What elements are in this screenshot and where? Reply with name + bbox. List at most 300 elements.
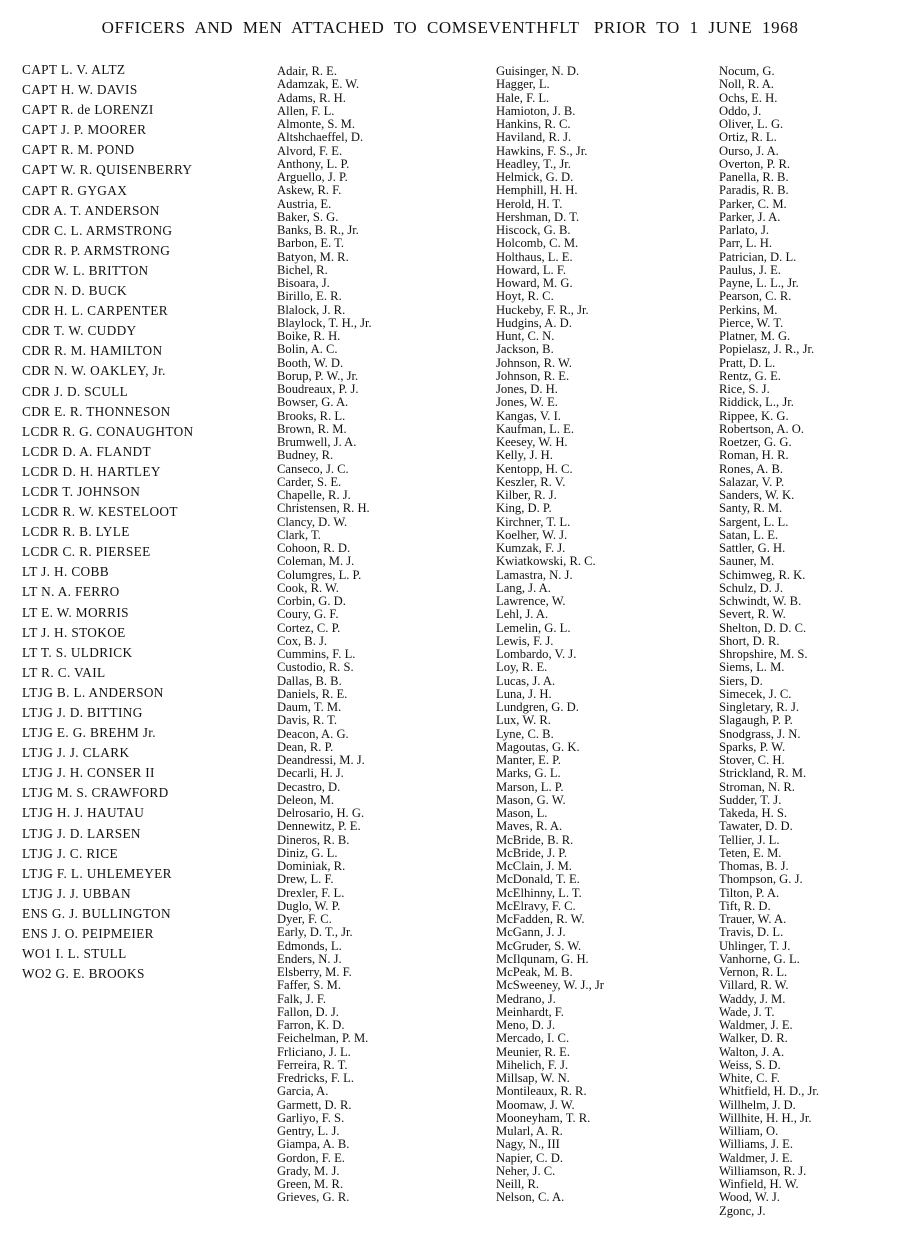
men-list-column-2 <box>277 65 372 1205</box>
crew-entry: Guisinger, N. D. <box>496 64 580 78</box>
crew-entry: Austria, E. <box>277 196 332 211</box>
crew-entry: Sudder, T. J. <box>719 792 782 807</box>
crew-entry: Johnson, R. W. <box>496 355 572 370</box>
officer-entry: CDR N. D. BUCK <box>22 283 128 299</box>
officer-entry: CAPT R. M. POND <box>22 142 135 158</box>
officer-entry: LTJG J. D. BITTING <box>22 705 143 720</box>
crew-entry: Lundgren, G. D. <box>496 700 579 714</box>
crew-entry: Duglo, W. P. <box>277 898 341 913</box>
crew-entry: Delrosario, H. G. <box>277 806 365 820</box>
crew-entry: McFadden, R. W. <box>496 912 585 926</box>
crew-entry: Deleon, M. <box>277 792 335 807</box>
crew-entry: Booth, W. D. <box>277 355 344 370</box>
crew-entry: McBride, B. R. <box>496 832 574 847</box>
officer-entry: LT J. H. COBB <box>22 564 109 580</box>
crew-entry: Ourso, J. A. <box>719 143 779 158</box>
crew-entry: Sauner, M. <box>719 554 775 569</box>
crew-entry: Schimweg, R. K. <box>719 567 806 582</box>
crew-entry: Winfield, H. W. <box>719 1177 799 1191</box>
crew-entry: Siems, L. M. <box>719 660 785 675</box>
crew-entry: Stroman, N. R. <box>719 779 795 794</box>
crew-entry: Strickland, R. M. <box>719 766 807 781</box>
crew-entry: Tift, R. D. <box>719 898 771 913</box>
crew-entry: Adams, R. H. <box>277 90 346 105</box>
crew-entry: Helmick, G. D. <box>496 170 574 184</box>
crew-entry: Maves, R. A. <box>496 819 563 834</box>
crew-entry: Mooneyham, T. R. <box>496 1110 591 1125</box>
crew-entry: Walker, D. R. <box>719 1031 788 1046</box>
crew-entry: Mihelich, F. J. <box>496 1057 569 1072</box>
crew-entry: Blalock, J. R. <box>277 302 346 317</box>
crew-entry: Davis, R. T. <box>277 713 338 728</box>
crew-entry: Cohoon, R. D. <box>277 541 351 555</box>
crew-entry: Villard, R. W. <box>719 978 789 993</box>
officer-entry: LTJG J. D. LARSEN <box>22 825 141 841</box>
crew-entry: Weiss, S. D. <box>719 1057 781 1072</box>
men-list-column-4 <box>719 65 819 1218</box>
crew-entry: Hamioton, J. B. <box>496 103 576 118</box>
crew-entry: Robertson, A. O. <box>719 421 805 436</box>
crew-entry: McElhinny, L. T. <box>496 885 582 900</box>
crew-entry: Clancy, D. W. <box>277 514 348 529</box>
crew-entry: Hankins, R. C. <box>496 117 571 131</box>
crew-entry: Daum, T. M. <box>277 700 342 714</box>
crew-entry: Panella, R. B. <box>719 170 789 184</box>
crew-entry: Baker, S. G. <box>277 209 339 224</box>
officer-entry: CDR C. L. ARMSTRONG <box>22 222 173 238</box>
crew-entry: Vanhorne, G. L. <box>719 951 800 966</box>
crew-entry: Napier, C. D. <box>496 1150 563 1165</box>
crew-entry: Patrician, D. L. <box>719 249 797 264</box>
officer-entry: CDR T. W. CUDDY <box>22 323 137 339</box>
crew-entry: Deandressi, M. J. <box>277 753 365 767</box>
crew-entry: Gordon, F. E. <box>277 1150 345 1165</box>
crew-entry: Loy, R. E. <box>496 660 548 675</box>
crew-entry: Satan, L. E. <box>719 527 779 542</box>
crew-entry: Kentopp, H. C. <box>496 461 573 476</box>
crew-entry: McPeak, M. B. <box>496 965 573 979</box>
crew-entry: Mason, L. <box>496 806 548 820</box>
officer-entry: CDR H. L. CARPENTER <box>22 303 168 319</box>
crew-entry: Kwiatkowski, R. C. <box>496 554 596 569</box>
crew-entry: Pearson, C. R. <box>719 289 792 304</box>
crew-entry: Waldmer, J. E. <box>719 1018 793 1032</box>
officer-entry: LTJG E. G. BREHM Jr. <box>22 725 156 741</box>
crew-entry: Platner, M. G. <box>719 329 791 343</box>
crew-entry: Lehl, J. A. <box>496 607 549 622</box>
crew-entry: Pratt, D. L. <box>719 355 776 370</box>
crew-entry: Decarli, H. J. <box>277 766 344 781</box>
crew-entry: Parr, L. H. <box>719 236 773 251</box>
crew-entry: Cortez, C. P. <box>277 620 341 635</box>
crew-entry: Short, D. R. <box>719 633 780 648</box>
crew-entry: Mularl, A. R. <box>496 1124 563 1138</box>
officer-entry: LTJG J. H. CONSER II <box>22 765 155 781</box>
crew-entry: Singletary, R. J. <box>719 700 799 714</box>
officer-entry: CAPT W. R. QUISENBERRY <box>22 162 193 178</box>
crew-entry: McIlqunam, G. H. <box>496 951 589 966</box>
crew-entry: Severt, R. W. <box>719 607 786 622</box>
crew-entry: Diniz, G. L. <box>277 845 338 860</box>
officer-entry: LCDR R. B. LYLE <box>22 524 130 540</box>
crew-entry: Trauer, W. A. <box>719 912 787 926</box>
crew-entry: Keesey, W. H. <box>496 435 568 449</box>
crew-entry: Siers, D. <box>719 673 763 688</box>
crew-entry: Hagger, L. <box>496 77 550 92</box>
crew-entry: Williamson, R. J. <box>719 1163 807 1178</box>
crew-entry: Headley, T., Jr. <box>496 156 571 171</box>
crew-entry: Roman, H. R. <box>719 448 789 463</box>
crew-entry: Neill, R. <box>496 1177 540 1191</box>
crew-entry: Bichel, R. <box>277 262 328 277</box>
crew-entry: Borup, P. W., Jr. <box>277 368 359 383</box>
crew-entry: Waldmer, J. E. <box>719 1150 793 1165</box>
crew-entry: Willhite, H. H., Jr. <box>719 1110 812 1125</box>
crew-entry: Giampa, A. B. <box>277 1137 350 1152</box>
crew-entry: Rones, A. B. <box>719 461 784 476</box>
crew-entry: Hiscock, G. B. <box>496 223 571 237</box>
crew-entry: Dennewitz, P. E. <box>277 819 361 834</box>
crew-entry: Vernon, R. L. <box>719 965 788 979</box>
crew-entry: Jackson, B. <box>496 342 554 357</box>
crew-entry: Banks, B. R., Jr. <box>277 223 359 237</box>
crew-entry: Dyer, F. C. <box>277 912 332 926</box>
officer-entry: CAPT J. P. MOORER <box>22 122 147 138</box>
crew-entry: Hudgins, A. D. <box>496 315 572 330</box>
crew-entry: Shropshire, M. S. <box>719 647 808 661</box>
crew-entry: Anthony, L. P. <box>277 156 350 171</box>
crew-entry: Drew, L. F. <box>277 872 334 887</box>
crew-entry: Whitfield, H. D., Jr. <box>719 1084 820 1099</box>
crew-entry: Allen, F. L. <box>277 103 335 118</box>
crew-entry: Manter, E. P. <box>496 753 561 767</box>
crew-entry: Thompson, G. J. <box>719 872 803 887</box>
crew-entry: Dominiak, R. <box>277 859 346 873</box>
crew-entry: Cummins, F. L. <box>277 647 356 661</box>
crew-entry: Christensen, R. H. <box>277 501 370 516</box>
crew-entry: Meunier, R. E. <box>496 1044 570 1059</box>
crew-entry: Batyon, M. R. <box>277 249 349 264</box>
crew-entry: Clark, T. <box>277 527 321 542</box>
crew-entry: Kangas, V. I. <box>496 408 561 423</box>
crew-entry: Feichelman, P. M. <box>277 1031 369 1046</box>
crew-entry: Pierce, W. T. <box>719 315 784 330</box>
crew-entry: Lux, W. R. <box>496 713 551 728</box>
crew-entry: King, D. P. <box>496 501 552 516</box>
officer-entry: LTJG J. J. UBBAN <box>22 885 131 901</box>
crew-entry: Popielasz, J. R., Jr. <box>719 342 815 357</box>
officer-entry: LT N. A. FERRO <box>22 584 120 600</box>
crew-entry: Hale, F. L. <box>496 90 550 105</box>
crew-entry: Garmett, D. R. <box>277 1097 352 1112</box>
officer-entry: LCDR D. H. HARTLEY <box>22 463 161 479</box>
crew-entry: Ferreira, R. T. <box>277 1057 348 1072</box>
officer-entry: WO2 G. E. BROOKS <box>22 966 145 982</box>
crew-entry: Kilber, R. J. <box>496 488 557 502</box>
crew-entry: Snodgrass, J. N. <box>719 726 801 741</box>
crew-entry: Oddo, J. <box>719 103 762 118</box>
crew-entry: Coury, G. F. <box>277 607 339 622</box>
crew-entry: Ochs, E. H. <box>719 90 778 105</box>
crew-entry: Overton, P. R. <box>719 156 791 171</box>
crew-entry: Kumzak, F. J. <box>496 541 566 555</box>
officer-entry: ENS G. J. BULLINGTON <box>22 905 171 921</box>
crew-entry: Sparks, P. W. <box>719 739 786 754</box>
crew-entry: Hoyt, R. C. <box>496 289 554 304</box>
crew-entry: Millsap, W. N. <box>496 1071 570 1085</box>
crew-entry: Lombardo, V. J. <box>496 647 577 661</box>
crew-entry: Parker, C. M. <box>719 196 787 211</box>
crew-entry: Garliyo, F. S. <box>277 1110 345 1125</box>
crew-entry: McElravy, F. C. <box>496 898 576 913</box>
crew-entry: Marson, L. P. <box>496 779 564 794</box>
crew-entry: Johnson, R. E. <box>496 368 570 383</box>
crew-entry: Kelly, J. H. <box>496 448 553 463</box>
crew-entry: Budney, R. <box>277 448 334 463</box>
crew-entry: Adair, R. E. <box>277 64 338 78</box>
crew-entry: Cook, R. W. <box>277 580 339 595</box>
crew-entry: Elsberry, M. F. <box>277 965 352 979</box>
officer-entry: LTJG M. S. CRAWFORD <box>22 785 169 801</box>
crew-entry: Gentry, L. J. <box>277 1124 340 1138</box>
officer-entry: CDR J. D. SCULL <box>22 383 129 399</box>
crew-entry: Alvord, F. E. <box>277 143 343 158</box>
officer-entry: WO1 I. L. STULL <box>22 946 127 962</box>
crew-entry: Coleman, M. J. <box>277 554 355 569</box>
crew-entry: Frliciano, J. L. <box>277 1044 351 1059</box>
crew-entry: Bisoara, J. <box>277 276 330 290</box>
crew-entry: Tawater, D. D. <box>719 819 793 834</box>
crew-entry: Farron, K. D. <box>277 1018 345 1032</box>
crew-entry: Jones, W. E. <box>496 395 558 410</box>
crew-entry: Holcomb, C. M. <box>496 236 579 251</box>
crew-entry: Arguello, J. P. <box>277 170 348 184</box>
crew-entry: Noll, R. A. <box>719 77 774 92</box>
crew-entry: Nelson, C. A. <box>496 1190 565 1205</box>
crew-entry: Grieves, G. R. <box>277 1190 350 1205</box>
crew-entry: Fredricks, F. L. <box>277 1071 354 1085</box>
crew-entry: Falk, J. F. <box>277 991 327 1006</box>
crew-entry: Meinhardt, F. <box>496 1004 564 1019</box>
crew-entry: Rice, S. J. <box>719 382 770 396</box>
crew-entry: Medrano, J. <box>496 991 556 1006</box>
crew-entry: McBride, J. P. <box>496 845 568 860</box>
crew-entry: Canseco, J. C. <box>277 461 349 476</box>
crew-entry: Nocum, G. <box>719 64 775 78</box>
officer-entry: CDR R. M. HAMILTON <box>22 343 163 359</box>
crew-entry: Riddick, L., Jr. <box>719 395 794 410</box>
crew-entry: Brown, R. M. <box>277 421 347 436</box>
crew-entry: Bolin, A. C. <box>277 342 338 357</box>
crew-entry: Dallas, B. B. <box>277 673 342 688</box>
officer-entry: CDR A. T. ANDERSON <box>22 202 160 218</box>
crew-entry: Tilton, P. A. <box>719 885 780 900</box>
crew-entry: Drexler, F. L. <box>277 885 345 900</box>
men-list-column-3 <box>496 65 604 1205</box>
crew-entry: Sanders, W. K. <box>719 488 795 502</box>
crew-entry: McClain, J. M. <box>496 859 572 873</box>
crew-entry: Chapelle, R. J. <box>277 488 351 502</box>
crew-entry: Nagy, N., III <box>496 1137 560 1152</box>
crew-entry: Luna, J. H. <box>496 686 552 701</box>
crew-entry: Paradis, R. B. <box>719 183 789 198</box>
crew-entry: Lewis, F. J. <box>496 633 554 648</box>
officer-entry: LTJG J. C. RICE <box>22 845 119 861</box>
crew-entry: Lang, J. A. <box>496 580 551 595</box>
crew-entry: Travis, D. L. <box>719 925 784 940</box>
crew-entry: Howard, L. F. <box>496 262 566 277</box>
officer-entry: CDR R. P. ARMSTRONG <box>22 242 171 258</box>
crew-entry: Parker, J. A. <box>719 209 781 224</box>
officer-entry: CDR W. L. BRITTON <box>22 262 149 278</box>
officer-entry: LTJG J. J. CLARK <box>22 745 130 761</box>
crew-entry: Ortiz, R. L. <box>719 130 777 145</box>
crew-entry: Corbin, G. D. <box>277 594 346 608</box>
officer-entry: LT T. S. ULDRICK <box>22 644 133 660</box>
crew-entry: Dineros, R. B. <box>277 832 350 847</box>
crew-entry: Almonte, S. M. <box>277 117 356 131</box>
crew-entry: Brumwell, J. A. <box>277 435 357 449</box>
crew-entry: Jones, D. H. <box>496 382 558 396</box>
crew-entry: Payne, L. L., Jr. <box>719 276 799 290</box>
crew-entry: McGann, J. J. <box>496 925 566 940</box>
crew-entry: Altshchaeffel, D. <box>277 130 364 145</box>
crew-entry: Teten, E. M. <box>719 845 782 860</box>
crew-entry: Grady, M. J. <box>277 1163 340 1178</box>
crew-entry: Moomaw, J. W. <box>496 1097 575 1112</box>
crew-entry: Deacon, A. G. <box>277 726 349 741</box>
crew-entry: Faffer, S. M. <box>277 978 341 993</box>
crew-entry: Neher, J. C. <box>496 1163 556 1178</box>
crew-entry: Bowser, G. A. <box>277 395 349 410</box>
crew-entry: Lucas, J. A. <box>496 673 556 688</box>
crew-entry: Early, D. T., Jr. <box>277 925 353 940</box>
crew-entry: Wood, W. J. <box>719 1190 780 1205</box>
crew-entry: Rippee, K. G. <box>719 408 789 423</box>
crew-entry: Slagaugh, P. P. <box>719 713 793 728</box>
crew-entry: Stover, C. H. <box>719 753 785 767</box>
crew-entry: Enders, N. J. <box>277 951 342 966</box>
crew-entry: Edmonds, L. <box>277 938 342 953</box>
crew-entry: Schulz, D. J. <box>719 580 784 595</box>
crew-entry: Lamastra, N. J. <box>496 567 573 582</box>
crew-entry: Askew, R. F. <box>277 183 342 198</box>
page-title: OFFICERS AND MEN ATTACHED TO COMSEVENTHFLT PRIOR TO 1 JUNE 1968 <box>101 18 799 37</box>
officer-entry: CDR E. R. THONNESON <box>22 403 171 419</box>
crew-entry: Kirchner, T. L. <box>496 514 571 529</box>
crew-entry: Hershman, D. T. <box>496 209 580 224</box>
crew-entry: Takeda, H. S. <box>719 806 788 820</box>
officer-entry: LCDR C. R. PIERSEE <box>22 544 151 560</box>
crew-entry: Fallon, D. J. <box>277 1004 339 1019</box>
crew-entry: Walton, J. A. <box>719 1044 785 1059</box>
crew-entry: Wade, J. T. <box>719 1004 775 1019</box>
crew-entry: Shelton, D. D. C. <box>719 620 807 635</box>
crew-entry: Hemphill, H. H. <box>496 183 578 198</box>
crew-entry: Montileaux, R. R. <box>496 1084 587 1099</box>
crew-entry: Dean, R. P. <box>277 739 334 754</box>
crew-entry: Holthaus, L. E. <box>496 249 573 264</box>
crew-entry: McSweeney, W. J., Jr <box>496 978 604 993</box>
crew-entry: Huckeby, F. R., Jr. <box>496 302 589 317</box>
crew-entry: Brooks, R. L. <box>277 408 346 423</box>
officer-entry: LCDR R. W. KESTELOOT <box>22 504 178 520</box>
officer-entry: LCDR D. A. FLANDT <box>22 443 151 459</box>
crew-entry: Santy, R. M. <box>719 501 783 516</box>
officer-entry: CDR N. W. OAKLEY, Jr. <box>22 363 166 379</box>
crew-entry: Herold, H. T. <box>496 196 563 211</box>
officer-entry: LCDR R. G. CONAUGHTON <box>22 423 194 439</box>
crew-entry: Tellier, J. L. <box>719 832 780 847</box>
crew-entry: Waddy, J. M. <box>719 991 786 1006</box>
crew-entry: Magoutas, G. K. <box>496 739 580 754</box>
crew-entry: William, O. <box>719 1124 779 1138</box>
crew-entry: Cox, B. J. <box>277 633 328 648</box>
officer-entry: LT R. C. VAIL <box>22 664 106 680</box>
officer-entry: ENS J. O. PEIPMEIER <box>22 926 154 942</box>
officer-entry: LTJG B. L. ANDERSON <box>22 684 164 700</box>
crew-entry: Roetzer, G. G. <box>719 435 792 449</box>
crew-entry: White, C. F. <box>719 1071 780 1085</box>
crew-entry: Mason, G. W. <box>496 792 566 807</box>
crew-entry: Carder, S. E. <box>277 474 342 489</box>
crew-entry: Lyne, C. B. <box>496 726 554 741</box>
crew-entry: Lemelin, G. L. <box>496 620 571 635</box>
officer-entry: LTJG F. L. UHLEMEYER <box>22 865 172 881</box>
crew-entry: Marks, G. L. <box>496 766 561 781</box>
crew-entry: Columgres, L. P. <box>277 567 362 582</box>
officer-entry: LT E. W. MORRIS <box>22 604 129 620</box>
crew-entry: Birillo, E. R. <box>277 289 342 304</box>
crew-entry: Garcia, A. <box>277 1084 329 1099</box>
crew-entry: McGruder, S. W. <box>496 938 582 953</box>
officer-entry: CAPT R. de LORENZI <box>22 102 154 118</box>
crew-entry: Howard, M. G. <box>496 276 573 290</box>
crew-entry: Sargent, L. L. <box>719 514 789 529</box>
crew-entry: Rentz, G. E. <box>719 368 781 383</box>
crew-entry: Mercado, I. C. <box>496 1031 570 1046</box>
crew-entry: Simecek, J. C. <box>719 686 792 701</box>
crew-entry: Parlato, J. <box>719 223 770 237</box>
crew-entry: Meno, D. J. <box>496 1018 556 1032</box>
crew-entry: Boike, R. H. <box>277 329 341 343</box>
officer-entry: LCDR T. JOHNSON <box>22 483 141 499</box>
crew-entry: Barbon, E. T. <box>277 236 345 251</box>
crew-entry: McDonald, T. E. <box>496 872 580 887</box>
crew-entry: Custodio, R. S. <box>277 660 354 675</box>
crew-entry: Hunt, C. N. <box>496 329 555 343</box>
crew-entry: Perkins, M. <box>719 302 778 317</box>
officer-entry: LT J. H. STOKOE <box>22 624 126 640</box>
crew-entry: Uhlinger, T. J. <box>719 938 791 953</box>
crew-entry: Keszler, R. V. <box>496 474 566 489</box>
crew-entry: Williams, J. E. <box>719 1137 794 1152</box>
officer-entry: CAPT L. V. ALTZ <box>22 62 126 77</box>
crew-entry: Schwindt, W. B. <box>719 594 802 608</box>
crew-entry: Thomas, B. J. <box>719 859 789 873</box>
crew-entry: Adamzak, E. W. <box>277 77 360 92</box>
officer-entry: CAPT H. W. DAVIS <box>22 82 138 98</box>
crew-entry: Boudreaux, P. J. <box>277 382 359 396</box>
crew-entry: Oliver, L. G. <box>719 117 784 131</box>
crew-entry: Paulus, J. E. <box>719 262 781 277</box>
crew-entry: Hawkins, F. S., Jr. <box>496 143 588 158</box>
crew-entry: Sattler, G. H. <box>719 541 786 555</box>
crew-entry: Salazar, V. P. <box>719 474 785 489</box>
crew-entry: Daniels, R. E. <box>277 686 348 701</box>
officer-entry: CAPT R. GYGAX <box>22 182 128 198</box>
crew-entry: Green, M. R. <box>277 1177 344 1191</box>
